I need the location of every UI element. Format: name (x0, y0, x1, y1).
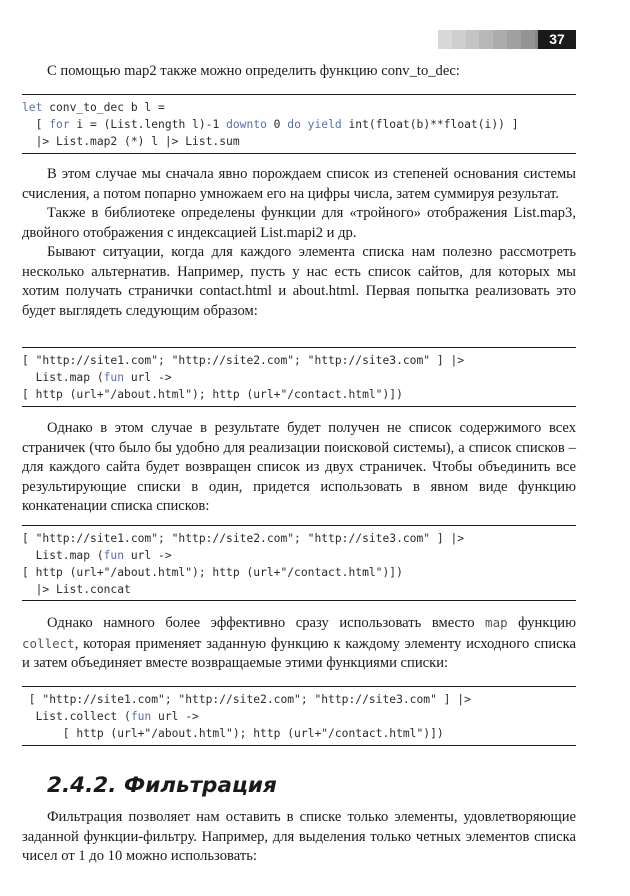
paragraph-6-text: Однако намного более эффективно сразу использовать вместо (47, 615, 486, 631)
code-line: [ "http://site1.com"; "http://site2.com"; "http://site3.com" ] |> (22, 693, 471, 706)
code-keyword: fun (103, 371, 125, 384)
code-keyword: fun (130, 710, 152, 723)
code-line: [ (22, 118, 50, 131)
code-keyword: for (49, 118, 70, 131)
paragraph-2: В этом случае мы сначала явно порождаем список из степеней основания системы счисления, а потом попарно умножаем его на цифры числа, затем суммируя результат. (22, 166, 576, 202)
code-keyword: downto (226, 118, 267, 131)
paragraph-5: Однако в этом случае в результате будет получен не список содержимого всех страничек (что было бы удобно для реализации поисковой системы), а список списков – для каждого сайта будет возвращен список из двух страничек. Чтобы объединить все результирующие списки в один, придется использовать в явном виде функцию конкатенации списка списков: (22, 420, 576, 514)
paragraph-6-text: , которая применяет заданную функцию к каждому элементу исходного списка и затем объединяет вместе возвращаемые этими функциями списки: (22, 635, 576, 671)
code-keyword: let (22, 101, 43, 114)
code-line: i = (List.length l)-1 (69, 118, 227, 131)
code-line: int(float(b)**float(i)) ] (341, 118, 519, 131)
code-line: url -> (124, 371, 172, 384)
code-line: [ "http://site1.com"; "http://site2.com"; "http://site3.com" ] |> (22, 354, 465, 367)
code-block-4 (22, 686, 576, 746)
code-block-2 (22, 347, 576, 407)
section-title: 2.4.2. Фильтрация (47, 773, 277, 798)
code-line: [ http (url+"/about.html"); http (url+"/contact.html")]) (22, 566, 403, 579)
code-line: List.map ( (22, 371, 104, 384)
paragraph-1: С помощью map2 также можно определить функцию conv_to_dec: (47, 63, 460, 79)
code-line: url -> (151, 710, 199, 723)
paragraph-3: Также в библиотеке определены функции для «тройного» отображения List.map3, двойного отображения с индексацией List.mapi2 и др. (22, 205, 576, 241)
inline-code-collect: collect (22, 635, 75, 651)
code-line: |> List.concat (22, 583, 131, 596)
code-line: List.map ( (22, 549, 104, 562)
code-line: [ http (url+"/about.html"); http (url+"/contact.html")]) (22, 388, 403, 401)
code-keyword: do yield (287, 118, 342, 131)
paragraph-4: Бывают ситуации, когда для каждого элемента списка нам полезно рассмотреть несколько альтернатив. Например, пусть у нас есть список сайтов, для которых мы хотим получать странички contact.html и about.html. Первая попытка реализовать это будет выглядеть следующим образом: (22, 244, 576, 319)
code-line: List.collect ( (22, 710, 131, 723)
code-line: [ "http://site1.com"; "http://site2.com"; "http://site3.com" ] |> (22, 532, 465, 545)
code-block-3 (22, 525, 576, 601)
page-number: 37 (538, 30, 576, 49)
code-line: [ http (url+"/about.html"); http (url+"/contact.html")]) (22, 727, 444, 740)
paragraph-6-text: функцию (507, 615, 576, 631)
code-line: conv_to_dec b l = (42, 101, 165, 114)
code-block-1 (22, 94, 576, 154)
code-line: url -> (124, 549, 172, 562)
code-keyword: fun (103, 549, 125, 562)
code-line: |> List.map2 (*) l |> List.sum (22, 135, 240, 148)
inline-code-map: map (485, 615, 508, 630)
paragraph-7: Фильтрация позволяет нам оставить в списке только элементы, удовлетворяющие заданной функции-фильтру. Например, для выделения только четных элементов списка чисел от 1 до 10 можно использовать: (22, 809, 576, 864)
code-line: 0 (266, 118, 288, 131)
paragraph-6 (22, 613, 576, 674)
